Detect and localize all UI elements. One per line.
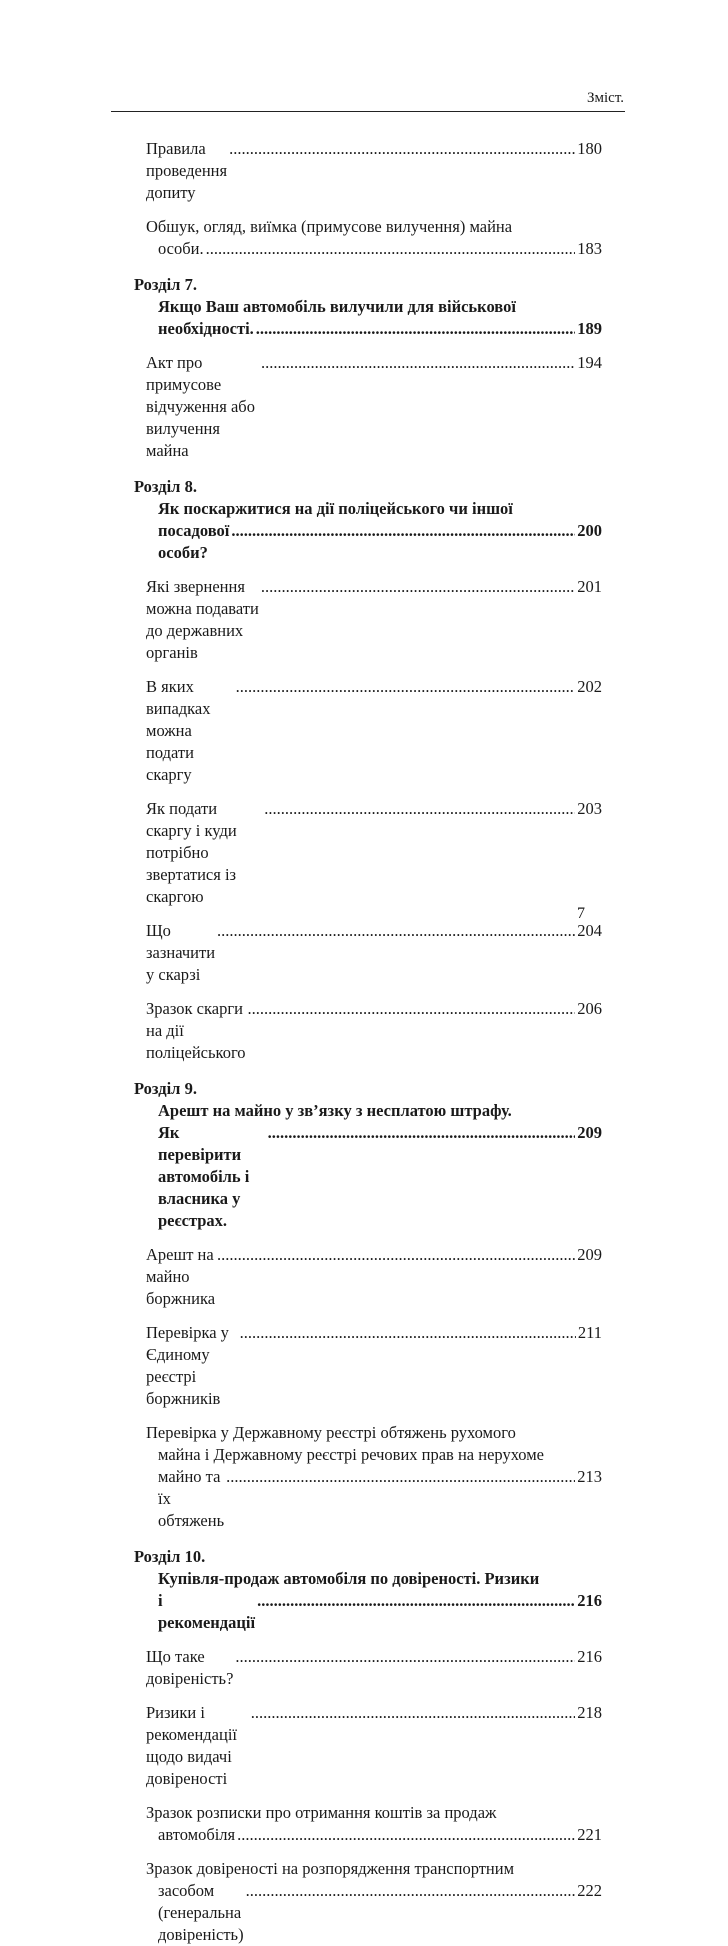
dot-leader [248, 998, 576, 1020]
dot-leader [257, 1590, 575, 1612]
entry-title-line: Купівля-продаж автомобіля по довіреності. Ризики [158, 1569, 540, 1588]
entry-page-number: 222 [577, 1881, 602, 1900]
toc-entry[interactable] [134, 1702, 602, 1790]
entry-title-line: Перевірка у Державному реєстрі обтяжень рухомого [146, 1423, 516, 1442]
entry-title-line: Арешт на майно у зв’язку з несплатою штрафу. [158, 1101, 512, 1120]
dot-leader [217, 920, 575, 942]
entry-last-line [146, 1244, 602, 1310]
page-number: 7 [577, 905, 585, 922]
dot-leader [226, 1466, 575, 1488]
entry-page-number: 204 [577, 921, 602, 940]
toc-section[interactable] [134, 274, 602, 340]
entry-title: і рекомендації [158, 1591, 256, 1632]
toc-entry[interactable] [134, 352, 602, 462]
dot-leader [256, 318, 575, 340]
toc-entry[interactable] [134, 1422, 602, 1532]
toc-entry[interactable] [134, 998, 602, 1064]
header-rule [111, 111, 625, 112]
entry-page-number: 211 [577, 1323, 602, 1342]
toc-entry[interactable] [134, 1244, 602, 1310]
entry-last-line [146, 1880, 602, 1946]
entry-last-line [146, 798, 602, 908]
toc-entry[interactable] [134, 920, 602, 986]
entry-page-number: 206 [577, 999, 602, 1018]
entry-last-line [146, 1702, 602, 1790]
entry-last-line [134, 520, 602, 564]
entry-title: В яких випадках можна подати скаргу [146, 677, 211, 784]
entry-title-line: Як поскаржитися на дії поліцейського чи іншої [158, 499, 513, 518]
entry-last-line [146, 1646, 602, 1690]
entry-page-number: 189 [577, 319, 602, 338]
entry-title: Арешт на майно боржника [146, 1245, 216, 1308]
entry-page-number: 203 [577, 799, 602, 818]
entry-title: Правила проведення допиту [146, 139, 228, 202]
dot-leader [261, 576, 575, 598]
dot-leader [217, 1244, 575, 1266]
toc-entry[interactable] [134, 1858, 602, 1946]
entry-last-line [134, 318, 602, 340]
section-label: Розділ 8. [134, 477, 197, 496]
entry-page-number: 201 [577, 577, 602, 596]
toc-entry[interactable] [134, 798, 602, 908]
toc-entry[interactable] [134, 576, 602, 664]
entry-page-number: 200 [577, 521, 602, 540]
entry-title: Як подати скаргу і куди потрібно звертатися із скаргою [146, 799, 237, 906]
entry-title: Які звернення можна подавати до державних органів [146, 577, 259, 662]
entry-last-line [146, 1322, 602, 1410]
entry-title: засобом (генеральна довіреність) [158, 1881, 244, 1944]
entry-title-line: Зразок довіреності на розпорядження транспортним [146, 1859, 515, 1878]
dot-leader [231, 520, 575, 542]
entry-page-number: 216 [577, 1591, 602, 1610]
entry-title: Перевірка у Єдиному реєстрі боржників [146, 1323, 229, 1408]
entry-last-line [146, 1824, 602, 1846]
dot-leader [261, 352, 575, 374]
toc-section[interactable] [134, 1078, 602, 1232]
dot-leader [206, 238, 576, 260]
entry-page-number: 216 [577, 1647, 602, 1666]
entry-page-number: 183 [577, 239, 602, 258]
entry-last-line [146, 138, 602, 204]
entry-title: Що таке довіреність? [146, 1647, 234, 1688]
dot-leader [240, 1322, 576, 1344]
dot-leader [268, 1122, 576, 1144]
entry-last-line [146, 238, 602, 260]
toc-entry[interactable] [134, 1322, 602, 1410]
entry-page-number: 218 [577, 1703, 602, 1722]
dot-leader [251, 1702, 575, 1724]
entry-last-line [146, 676, 602, 786]
entry-page-number: 202 [577, 677, 602, 696]
dot-leader [264, 798, 575, 820]
entry-last-line [146, 352, 602, 462]
toc-entry[interactable] [134, 138, 602, 204]
toc-section[interactable] [134, 1546, 602, 1634]
entry-last-line [146, 1466, 602, 1532]
dot-leader [235, 1646, 575, 1668]
dot-leader [229, 138, 575, 160]
entry-last-line [146, 576, 602, 664]
dot-leader [246, 1880, 576, 1902]
entry-title: автомобіля [158, 1825, 236, 1844]
entry-title: майно та їх обтяжень [158, 1467, 225, 1530]
entry-page-number: 194 [577, 353, 602, 372]
entry-page-number: 180 [577, 139, 602, 158]
entry-last-line [134, 1122, 602, 1232]
entry-title-line: Зразок розписки про отримання коштів за продаж [146, 1803, 497, 1822]
entry-title-line: Якщо Ваш автомобіль вилучили для військової [158, 297, 516, 316]
toc-entry[interactable] [134, 676, 602, 786]
toc-entry[interactable] [134, 1802, 602, 1846]
toc-entry[interactable] [134, 216, 602, 260]
entry-title-line: майна і Державному реєстрі речових прав на нерухоме [158, 1445, 545, 1464]
entry-page-number: 209 [577, 1245, 602, 1264]
entry-title: особи. [158, 239, 204, 258]
dot-leader [236, 676, 576, 698]
entry-title: Акт про примусове відчуження або вилучення майна [146, 353, 255, 460]
section-label: Розділ 7. [134, 275, 197, 294]
running-header-title: Зміст. [586, 90, 624, 106]
entry-title: Зразок скарги на дії поліцейського [146, 999, 246, 1062]
entry-title: Ризики і рекомендації щодо видачі довіреності [146, 1703, 237, 1788]
section-label: Розділ 9. [134, 1079, 197, 1098]
entry-title-line: Обшук, огляд, виїмка (примусове вилучення) майна [146, 217, 513, 236]
entry-title: необхідності. [158, 319, 254, 338]
toc-section[interactable] [134, 476, 602, 564]
entry-last-line [134, 1590, 602, 1634]
entry-page-number: 221 [577, 1825, 602, 1844]
entry-page-number: 209 [577, 1123, 602, 1142]
section-label: Розділ 10. [134, 1547, 206, 1566]
entry-last-line [146, 920, 602, 986]
table-of-contents [134, 138, 602, 1946]
toc-entry[interactable] [134, 1646, 602, 1690]
entry-last-line [146, 998, 602, 1064]
entry-page-number: 213 [577, 1467, 602, 1486]
entry-title: Як перевірити автомобіль і власника у реєстрах. [158, 1123, 250, 1230]
dot-leader [237, 1824, 575, 1846]
entry-title: Що зазначити у скарзі [146, 921, 216, 984]
entry-title: посадової особи? [158, 521, 230, 562]
